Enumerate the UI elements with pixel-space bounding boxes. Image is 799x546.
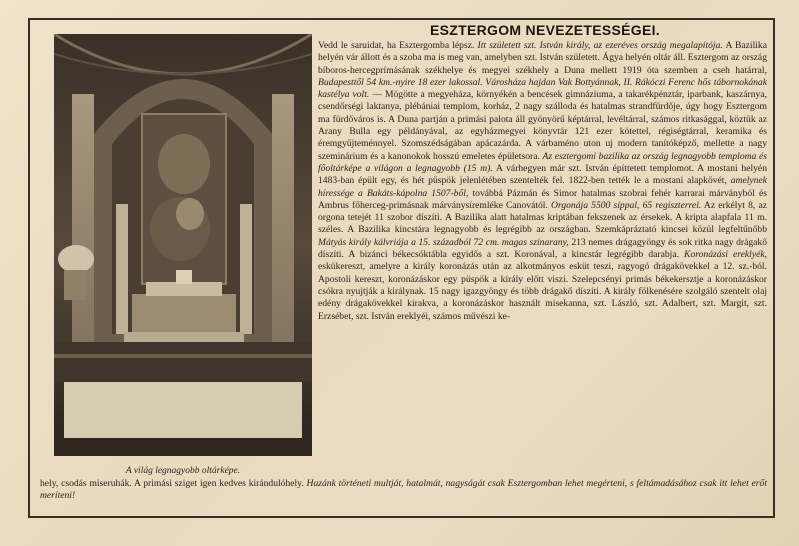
altar-illustration bbox=[54, 34, 312, 456]
italic-span: Koronázási ereklyék, bbox=[684, 249, 767, 261]
main-text-column bbox=[318, 40, 767, 472]
italic-span: amelynek híressége a Bakáts-kápolna 1507-ből, bbox=[318, 175, 767, 199]
closing-text bbox=[40, 478, 767, 514]
italic-span: Orgonája 5500 síppal, 65 regiszterrel. bbox=[551, 199, 702, 211]
main-paragraph bbox=[318, 40, 767, 323]
text-span: — Mögötte a megyeháza, környékén a bencések gimnáziuma, a takarékpénztár, iparbank, kaszárnya, csendőrségi laktanya, plébániai templom, korház, 2 nagy szálloda és hatalmas strandfürdője, úgy hogy Esztergom ma fürdőváros is. A Duna partján a primási palota áll gyönyörű képtárral, levéltárral, számos ritkasággal, köztük az Arany Bulla egy példányával, az egyházmegyei könyvtár 121 ezer kötettel, régiségtárral, keramika és éremgyűjteménnyel. Szomszédságában apácazárda. A várbaméno uton uj modern tanítóképző, mellette a nagy szeminárium és a kanonokok hosszú emeletes épületsora. bbox=[318, 89, 767, 162]
closing-paragraph bbox=[40, 478, 767, 503]
italic-span: Itt született szt. István király, az ezeréves ország megalapítója. bbox=[477, 40, 723, 51]
photo-caption: A világ legnagyobb oltárképe. bbox=[125, 466, 241, 476]
text-span: Vedd le saruidat, ha Esztergomba lépsz. bbox=[318, 40, 478, 51]
text-span: továbbá Pázmán és Simor hatalmas szobrai fehér karrarai márványból és Ambrus főherceg-primásnak márványsíremléke Canovától. bbox=[318, 187, 767, 211]
closing-italic: Hazánk történeti multját, hatalmát, nagyságát csak Esztergomban lehet megérteni, s feltámadásához csak itt lehet erőt meríteni! bbox=[40, 478, 767, 502]
text-span: eskükereszt, amelyre a király koronázás után az alkotmányos esküt teszi, ragyogó drágakövekkel a 12. sz.-ból. Apostoli kereszt, koronázáskor egy püspök a király előtt viszi. Szelepcsényi primás békekersztje a koronázáskor csókra nyujtják a királynak. 15 nagy igazgyöngy és több drágakő díszíti. A király fölkenésére szolgáló szentelt olaj edény drágakövekkel kirakva, a koronázáskor használt misekanna, szt. László, szt. Adalbert, szt. Margit, szt. Erzsébet, szt. István ereklyéi, számos művészi ke- bbox=[318, 261, 767, 322]
page-title: ESZTERGOM NEVEZETESSÉGEI. bbox=[430, 22, 660, 38]
text-span: 213 nemes drágagyöngy és sok ritka nagy drágakő díszíti. A bizánci békecsóktábla egyidős a szt. Koronával, a kincstár legrégibb darabja. bbox=[318, 236, 767, 261]
text-span: A Bazilika helyén vár állott és a szoba ma is meg van, amelyben szt. István született. Ágya helyén oltár áll. Esztergom az ország bíboros-hercegprímásának székhelye és megyei székhely a Duna mellett 1919 óta szemben a cseh határral, bbox=[318, 40, 767, 76]
italic-span: Az esztergomi bazilika az ország legnagyobb temploma és főoltárképe a világon a legnagyobb (15 m). bbox=[318, 150, 767, 174]
text-span: Az erkélyt 8, az orgona tetejét 11 szobor díszíti. A Bazilika alatt hatalmas kriptában fekszenek az érsekek. A kripta alapfala 11 m. széles. A Bazilika kincstára legnagyobb és legrégibb az országban. Szemkápráztató kincsei közül legfeltűnőbb bbox=[318, 199, 767, 236]
text-span: A várhegyen már szt. István építtetett templomot. A mostani helyén 1483-ban épült egy, és hét püspök jelenlétében szentelték fel. 1822-ben tették le a mostani alapkövét, bbox=[318, 162, 767, 187]
closing-plain: hely, csodás miseruhák. A primási sziget igen kedves kirándulóhely. bbox=[40, 478, 307, 489]
italic-span: Mátyás király kálvriája a 15. századból 72 cm. magas színarany, bbox=[318, 236, 569, 248]
italic-span: Budapesttől 54 km.-nyire 18 ezer lakossal. Városháza hajdan Vak Bottyánnak, II. Rákóczi Ferenc hős tábornokának kastélya volt. bbox=[318, 76, 767, 101]
altar-photo bbox=[54, 34, 312, 456]
